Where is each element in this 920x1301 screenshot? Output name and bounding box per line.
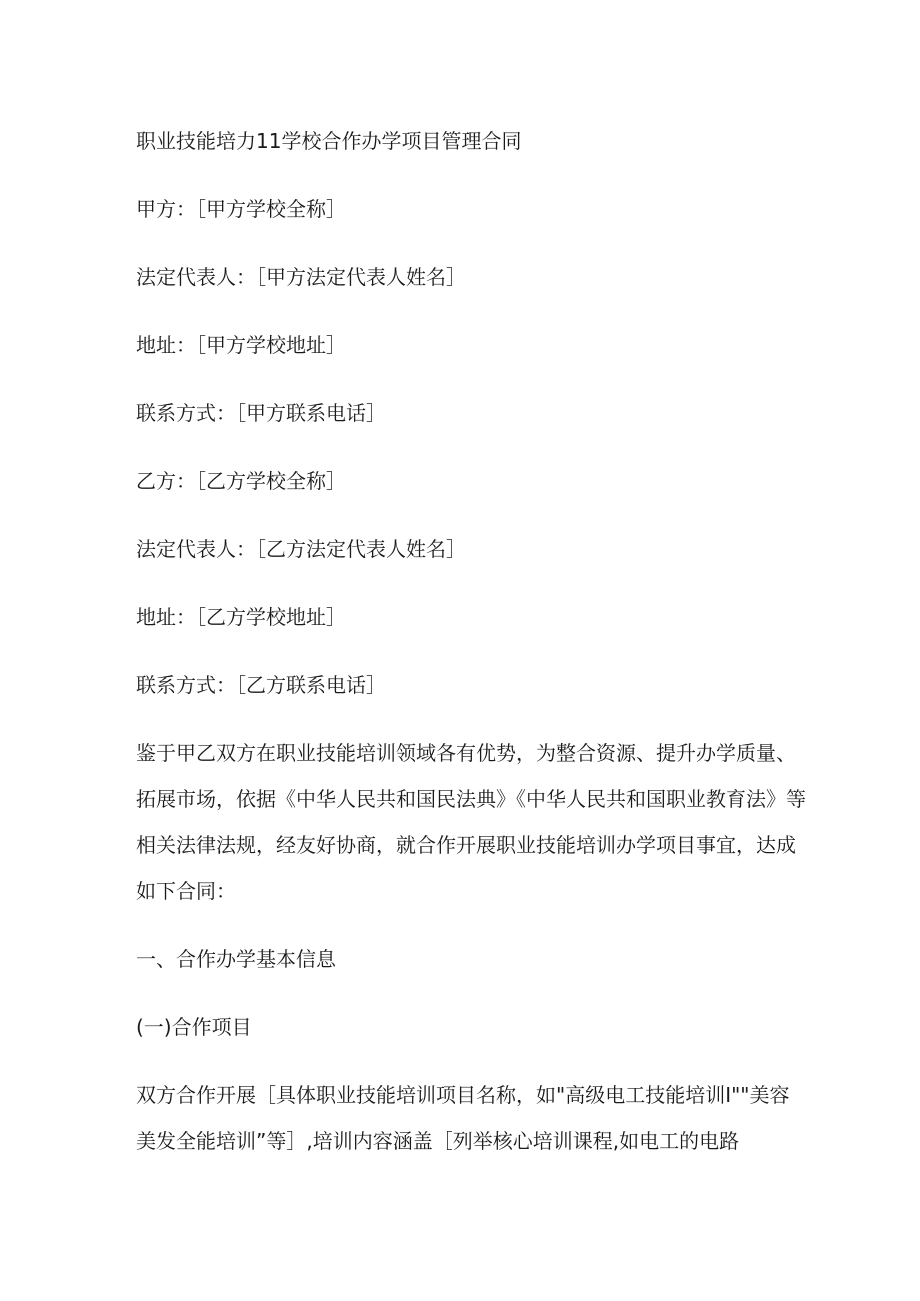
party-a-address: 地址：［甲方学校地址］ <box>136 333 346 357</box>
party-b-representative: 法定代表人：［乙方法定代表人姓名］ <box>136 537 466 561</box>
document-title: 职业技能培力11学校合作办学项目管理合同 <box>136 129 522 153</box>
party-b-contact: 联系方式：［乙方联系电话］ <box>136 673 386 697</box>
party-a-representative: 法定代表人：［甲方法定代表人姓名］ <box>136 265 466 289</box>
party-a-name: 甲方：［甲方学校全称］ <box>136 197 346 221</box>
document-body <box>136 118 806 1186</box>
party-b-name: 乙方：［乙方学校全称］ <box>136 469 346 493</box>
party-b-address: 地址：［乙方学校地址］ <box>136 605 346 629</box>
party-a-contact: 联系方式：［甲方联系电话］ <box>136 401 386 425</box>
preamble-paragraph: 鉴于甲乙双方在职业技能培训领域各有优势，为整合资源、提升办学质量、拓展市场，依据《中华人民共和国民法典》《中华人民共和国职业教育法》等相关法律法规，经友好协商，就合作开展职业技能培训办学项目事宜，达成如下合同： <box>136 741 806 903</box>
subsection-body: 双方合作开展［具体职业技能培训项目名称，如"高级电工技能培训I""美容美发全能培训”等］,培训内容涵盖［列举核心培训课程,如电工的电路 <box>136 1083 790 1153</box>
section-heading: 一、合作办学基本信息 <box>136 947 336 971</box>
subsection-heading: (一)合作项目 <box>136 1015 252 1039</box>
